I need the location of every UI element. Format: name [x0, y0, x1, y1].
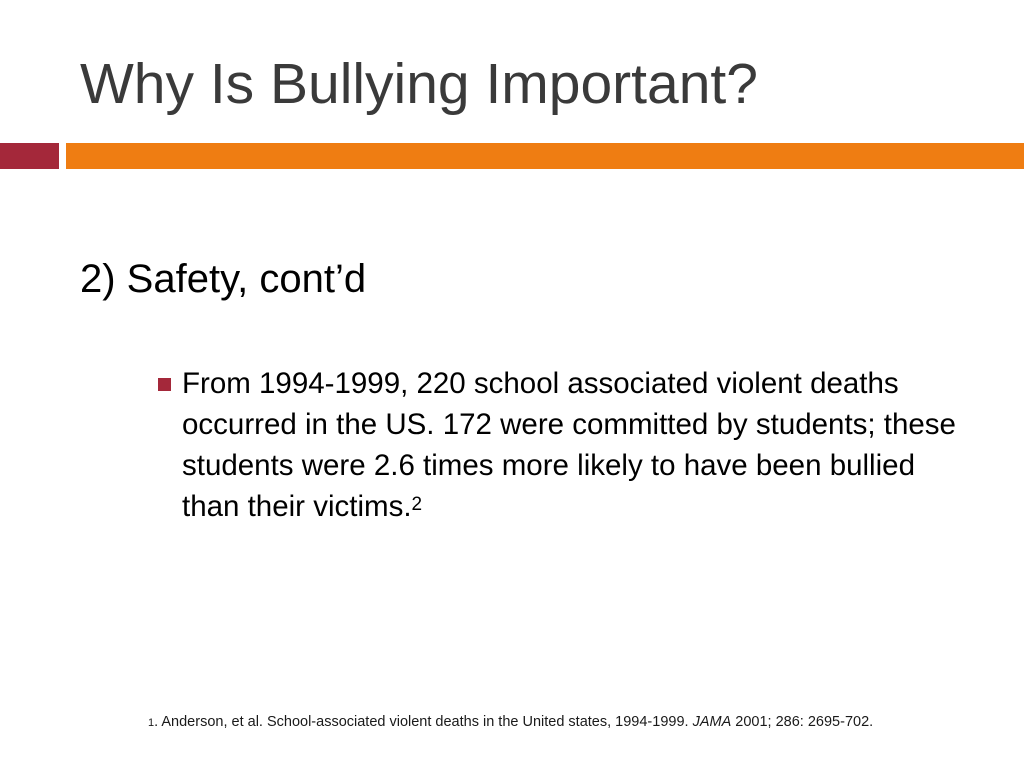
footnote-number: 1 — [148, 717, 155, 729]
footnote-text-before: . Anderson, et al. School-associated violent deaths in the United states, 1994-1999. — [154, 714, 693, 730]
footnote — [148, 712, 873, 733]
accent-bar-orange — [66, 143, 1024, 169]
slide-title: Why Is Bullying Important? — [80, 52, 758, 116]
footnote-text-after: 2001; 286: 2695-702. — [731, 714, 874, 730]
bullet-paragraph — [182, 363, 972, 527]
footnote-journal: JAMA — [692, 714, 732, 730]
bullet-superscript: 2 — [411, 494, 423, 515]
bullet-square-icon — [158, 378, 171, 391]
section-heading: 2) Safety, cont’d — [80, 257, 367, 301]
accent-bar-red — [0, 143, 59, 169]
bullet-text: From 1994-1999, 220 school associated violent deaths occurred in the US. 172 were committed by students; these students were 2.6 times more likely to have been bullied than their victims. — [182, 367, 956, 523]
